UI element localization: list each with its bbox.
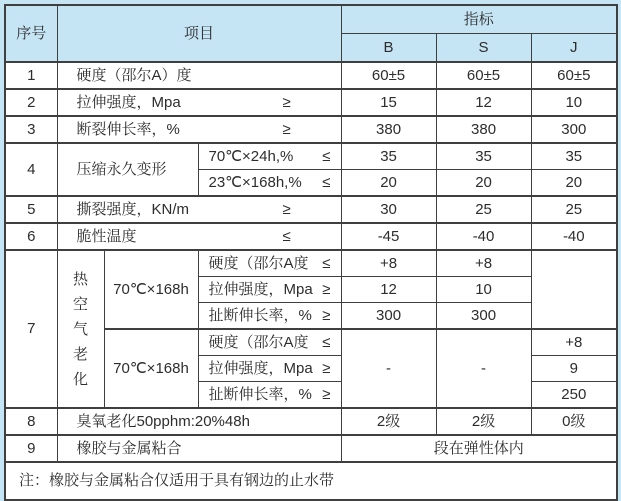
cell-r1-no: 1 [5,62,57,89]
table-header-row [5,5,617,34]
cell-r1-j: 60±5 [531,62,617,89]
cell-r3-no: 3 [5,116,57,143]
header-col-no: 序号 [5,5,57,62]
cell-r9-no: 9 [5,435,57,462]
header-grade-s: S [436,34,531,63]
condition-label: 拉伸强度，Mpa [208,280,313,298]
cell-r7-g2-s-merged: - [436,329,531,408]
condition-label: 拉伸强度，Mpa [208,359,313,377]
condition-label: 扯断伸长率，% [208,385,312,403]
condition-symbol: ≥ [322,306,331,324]
cell-r4-sub2-b: 20 [341,170,436,197]
cell-r4-item: 压缩永久变形 [57,143,198,196]
cell-r7-g2-sub2-j: 250 [531,382,617,409]
table-note-row [5,462,617,500]
cell-r8-no: 8 [5,408,57,435]
table-row [5,116,617,143]
cell-r7-g1-sub0-b: +8 [341,250,436,277]
cell-r4-no: 4 [5,143,57,196]
cell-r7-g2-sub0-j: +8 [531,329,617,356]
table-row [5,143,617,170]
item-symbol: ≤ [282,227,291,245]
item-label: 撕裂强度，KN/m [76,200,190,218]
cell-r6-no: 6 [5,223,57,250]
condition-label: 硬度（邵尔A度 [208,333,309,351]
condition-label: 扯断伸长率，% [208,306,312,324]
table-row [5,408,617,435]
cell-r4-sub2-s: 20 [436,170,531,197]
condition-symbol: ≤ [322,254,331,272]
condition-label: 70℃×24h,% [208,147,294,165]
condition-symbol: ≥ [322,385,331,403]
cell-r4-sub1-s: 35 [436,143,531,170]
header-grade-j: J [531,34,617,63]
cell-r7-g2-sub2 [198,382,341,409]
item-symbol: ≥ [282,120,291,138]
cell-r1-s: 60±5 [436,62,531,89]
header-grade-b: B [341,34,436,63]
cell-r8-s: 2级 [436,408,531,435]
cell-r4-sub1-b: 35 [341,143,436,170]
cell-r7-g2-sub1 [198,356,341,382]
table-row [5,223,617,250]
cell-r7-g1-sub0-s: +8 [436,250,531,277]
cell-r1-b: 60±5 [341,62,436,89]
condition-symbol: ≥ [322,359,331,377]
cell-r4-sub1-j: 35 [531,143,617,170]
cell-r2-s: 12 [436,89,531,116]
cell-r5-j: 25 [531,196,617,223]
cell-r9-merged-value: 段在弹性体内 [341,435,617,462]
header-col-item: 项目 [57,5,341,62]
note-text: 注：橡胶与金属粘合仅适用于具有钢边的止水带 [5,462,617,500]
cell-r7-g1-sub2-s: 300 [436,303,531,330]
cell-r7-g1-j-merged [531,250,617,329]
cell-r7-g1-condition: 70℃×168h [104,250,198,329]
cell-r6-b: -45 [341,223,436,250]
cell-r7-g1-sub2-b: 300 [341,303,436,330]
cell-r6-item [57,223,341,250]
cell-r7-g1-sub0 [198,250,341,277]
item-label: 断裂伸长率，% [76,120,180,138]
cell-r2-b: 15 [341,89,436,116]
item-label: 脆性温度 [76,227,137,245]
item-label: 拉伸强度，Mpa [76,93,181,111]
cell-r7-g2-sub0 [198,329,341,356]
cell-r2-no: 2 [5,89,57,116]
cell-r7-g2-b-merged: - [341,329,436,408]
spec-table [4,4,618,501]
item-symbol: ≥ [282,93,291,111]
condition-symbol: ≥ [322,280,331,298]
cell-r6-s: -40 [436,223,531,250]
cell-r3-s: 380 [436,116,531,143]
cell-r4-sub2-j: 20 [531,170,617,197]
cell-r4-sub2-cond [198,170,341,197]
cell-r7-g1-sub1-s: 10 [436,277,531,303]
cell-r5-item [57,196,341,223]
cell-r7-g1-sub1 [198,277,341,303]
cell-r4-sub1-cond [198,143,341,170]
item-label: 硬度（邵尔A）度 [76,66,192,84]
cell-r8-item: 臭氧老化50pphm:20%48h [57,408,341,435]
cell-r7-item-vertical [57,250,104,408]
table-row [5,435,617,462]
cell-r6-j: -40 [531,223,617,250]
cell-r1-item [57,62,341,89]
condition-symbol: ≤ [322,147,331,165]
table-row [5,62,617,89]
cell-r8-j: 0级 [531,408,617,435]
cell-r9-item: 橡胶与金属粘合 [57,435,341,462]
condition-label: 23℃×168h,% [208,173,302,191]
condition-label: 硬度（邵尔A度 [208,254,309,272]
cell-r7-g1-sub1-b: 12 [341,277,436,303]
cell-r5-b: 30 [341,196,436,223]
table-row [5,250,617,277]
item-symbol: ≥ [282,200,291,218]
cell-r3-item [57,116,341,143]
vertical-item-label: 热空气老化 [72,270,88,388]
cell-r8-b: 2级 [341,408,436,435]
cell-r7-g1-sub2 [198,303,341,330]
condition-symbol: ≤ [322,173,331,191]
cell-r3-j: 300 [531,116,617,143]
cell-r3-b: 380 [341,116,436,143]
cell-r2-j: 10 [531,89,617,116]
cell-r2-item [57,89,341,116]
cell-r7-no: 7 [5,250,57,408]
cell-r5-s: 25 [436,196,531,223]
condition-symbol: ≤ [322,333,331,351]
cell-r5-no: 5 [5,196,57,223]
table-row [5,196,617,223]
table-row [5,89,617,116]
header-col-index: 指标 [341,5,617,34]
cell-r7-g2-condition: 70℃×168h [104,329,198,408]
cell-r7-g2-sub1-j: 9 [531,356,617,382]
